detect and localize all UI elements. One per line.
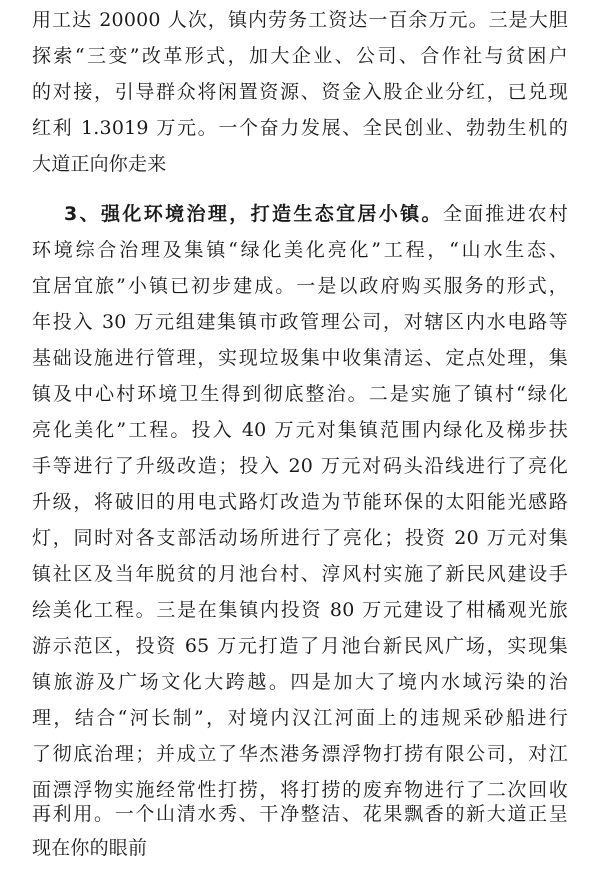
paragraph2-line-12: 绘美化工程。三是在集镇内投资 80 万元建设了柑橘观光旅 xyxy=(32,599,568,621)
paragraph2-line-1 xyxy=(64,196,568,232)
section-heading: 3、强化环境治理，打造生态宜居小镇。 xyxy=(64,203,443,225)
paragraph1-line-3: 的对接，引导群众将闲置资源、资金入股企业分红，已兑现 xyxy=(32,81,568,103)
paragraph2-line-4: 年投入 30 万元组建集镇市政管理公司，对辖区内水电路等 xyxy=(32,311,568,333)
paragraph1-line-4: 红利 1.3019 万元。一个奋力发展、全民创业、勃勃生机的 xyxy=(32,117,568,139)
paragraph1-line-5: 大道正向你走来 xyxy=(32,153,167,175)
paragraph2-line-14: 镇旅游及广场文化大跨越。四是加大了境内水域污染的治 xyxy=(32,671,568,693)
paragraph2-line-15: 理，结合“河长制”，对境内汉江河面上的违规采砂船进行 xyxy=(32,707,568,729)
paragraph2-line-8: 手等进行了升级改造；投入 20 万元对码头沿线进行了亮化 xyxy=(32,455,568,477)
paragraph1-line-2: 探索“三变”改革形式，加大企业、公司、合作社与贫困户 xyxy=(32,45,568,67)
paragraph2-line-18: 再利用。一个山清水秀、干净整洁、花果飘香的新大道正呈 xyxy=(32,803,568,825)
paragraph2-line-9: 升级，将破旧的用电式路灯改造为节能环保的太阳能光感路 xyxy=(32,491,568,513)
paragraph2-line-2: 环境综合治理及集镇“绿化美化亮化”工程，“山水生态、 xyxy=(32,239,568,261)
paragraph2-line-16: 了彻底治理；并成立了华杰港务漂浮物打捞有限公司，对江 xyxy=(32,743,568,765)
paragraph2-line-5: 基础设施进行管理，实现垃圾集中收集清运、定点处理，集 xyxy=(32,347,568,369)
paragraph2-line-7: 亮化美化”工程。投入 40 万元对集镇范围内绿化及梯步扶 xyxy=(32,419,568,441)
paragraph2-line-6: 镇及中心村环境卫生得到彻底整治。二是实施了镇村“绿化 xyxy=(32,383,568,405)
paragraph2-line-1-rest: 全面推进农村 xyxy=(442,203,569,225)
paragraph2-line-13: 游示范区，投资 65 万元打造了月池台新民风广场，实现集 xyxy=(32,635,568,657)
paragraph2-line-19: 现在你的眼前 xyxy=(32,837,148,859)
paragraph1-line-1: 用工达 20000 人次，镇内劳务工资达一百余万元。三是大胆 xyxy=(32,9,568,31)
paragraph2-line-10: 灯，同时对各支部活动场所进行了亮化；投资 20 万元对集 xyxy=(32,527,568,549)
paragraph2-line-3: 宜居宜旅”小镇已初步建成。一是以政府购买服务的形式， xyxy=(32,275,568,297)
paragraph2-line-11: 镇社区及当年脱贫的月池台村、淳风村实施了新民风建设手 xyxy=(32,563,568,585)
paragraph2-line-17: 面漂浮物实施经常性打捞，将打捞的废弃物进行了二次回收 xyxy=(32,779,568,801)
